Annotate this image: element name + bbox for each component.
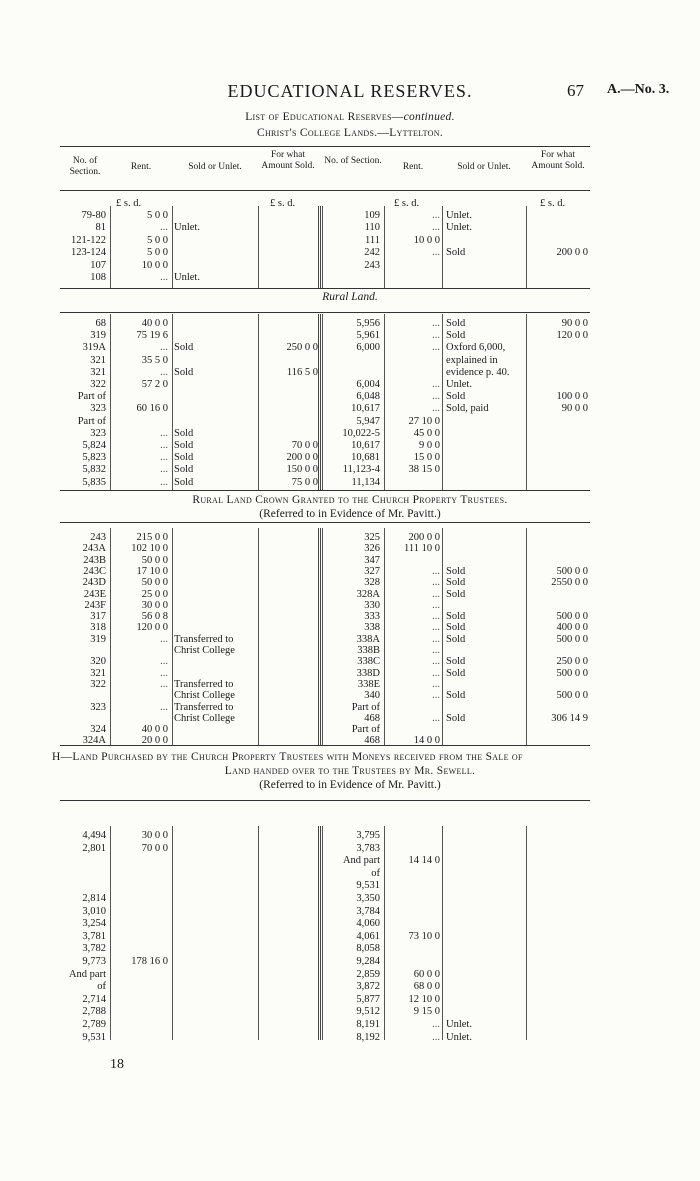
amount-value: 150 0 0 — [286, 464, 318, 476]
section-number: 81 — [95, 222, 106, 234]
section-number: 10,617 — [351, 440, 380, 451]
section-number: And part — [342, 855, 380, 867]
section-number: 243A — [82, 543, 106, 555]
section-number: 11,123-4 — [342, 464, 380, 476]
section-number: 4,061 — [356, 930, 380, 942]
rent-value: ... — [432, 667, 440, 679]
rent-value: ... — [432, 391, 440, 403]
section-number: Part of — [351, 701, 380, 713]
rent-value: 70 0 0 — [141, 842, 168, 854]
table-purchased-land — [60, 800, 590, 1043]
section-number: 10,681 — [351, 452, 380, 464]
section-number: 317 — [90, 611, 106, 623]
rent-value: 25 0 0 — [141, 588, 168, 600]
section-number: 243D — [82, 577, 106, 589]
rent-value: 200 0 0 — [408, 532, 440, 543]
section-number: 338C — [357, 656, 380, 668]
section-number: 338B — [357, 645, 380, 656]
section-number: 3,782 — [82, 943, 106, 955]
page-number: 67 — [567, 81, 584, 100]
status-text: evidence p. 40. — [446, 366, 510, 378]
section-number: 108 — [90, 272, 106, 283]
rent-value: ... — [160, 427, 168, 439]
rent-value: ... — [432, 247, 440, 259]
column-rule — [442, 314, 443, 490]
crown-granted-caption: Rural Land Crown Granted to the Church Property Trustees. — [192, 494, 508, 506]
amount-value: 116 5 0 — [286, 366, 318, 378]
section-number: 9,773 — [82, 956, 106, 967]
rent-value: ... — [160, 272, 168, 283]
col-header-rent: Rent. — [402, 162, 424, 172]
status-text: Sold — [446, 633, 466, 645]
status-text: Sold — [446, 690, 466, 702]
section-number: 3,872 — [356, 981, 380, 993]
rent-value: 10 0 0 — [141, 259, 168, 271]
section-number: 3,010 — [82, 905, 106, 917]
section-number: 321 — [90, 366, 106, 378]
amount-value: 400 0 0 — [556, 622, 588, 634]
purchased-caption-line2: Land handed over to the Trustees by Mr. Sewell. — [224, 765, 476, 777]
section-number: 242 — [364, 247, 380, 259]
rent-value: 30 0 0 — [141, 830, 168, 841]
section-number: 4,060 — [356, 918, 380, 930]
section-number: 347 — [364, 554, 380, 566]
amount-value: 250 0 0 — [556, 656, 588, 668]
section-number: 338 — [364, 622, 380, 634]
rent-value: 38 15 0 — [408, 464, 440, 476]
section-number: 328A — [356, 588, 380, 600]
column-rule — [172, 206, 173, 288]
amount-value: 200 0 0 — [286, 452, 318, 464]
section-number: 321 — [90, 354, 106, 366]
status-text: Sold — [174, 464, 194, 476]
column-rule — [318, 314, 321, 490]
status-text: Sold — [446, 622, 466, 634]
rent-value: 75 19 6 — [136, 330, 168, 342]
col-header-section: No. of Section. — [324, 156, 382, 166]
section-number: 468 — [364, 712, 380, 724]
section-number: 8,192 — [356, 1031, 380, 1043]
section-number: 319 — [90, 330, 106, 342]
status-text: Christ College — [174, 712, 235, 724]
section-number: Part of — [77, 415, 106, 427]
status-text: Sold — [174, 440, 194, 451]
col-header-amount: For what Amount Sold. — [261, 150, 315, 171]
rent-value: ... — [432, 690, 440, 702]
section-number: Part of — [351, 724, 380, 736]
section-number: 8,058 — [356, 943, 380, 955]
rent-value: 178 16 0 — [131, 956, 168, 967]
currency-units: £ s. d. — [116, 198, 142, 209]
section-number: 330 — [364, 599, 380, 611]
section-number: 68 — [95, 318, 106, 329]
rent-value: 111 10 0 — [404, 543, 440, 555]
rent-value: ... — [160, 366, 168, 378]
section-number: 2,859 — [356, 968, 380, 980]
status-text: Sold — [174, 427, 194, 439]
column-rule — [258, 826, 259, 1040]
section-number: 5,877 — [356, 993, 380, 1005]
status-text: Sold — [446, 712, 466, 724]
list-title — [0, 112, 700, 124]
table-crown-granted — [60, 522, 590, 745]
section-number: 323 — [90, 403, 106, 415]
rent-value: ... — [160, 452, 168, 464]
currency-units: £ s. d. — [394, 198, 420, 209]
amount-value: 75 0 0 — [291, 476, 318, 488]
col-header-sold-unlet: Sold or Unlet. — [188, 162, 242, 172]
section-number: 323 — [90, 427, 106, 439]
section-number: 5,832 — [82, 464, 106, 476]
status-text: Sold — [446, 330, 466, 342]
section-subtitle: Christ's College Lands.—Lyttelton. — [257, 127, 443, 139]
section-number: 340 — [364, 690, 380, 702]
section-number: 6,004 — [356, 379, 380, 390]
rent-value: ... — [432, 588, 440, 600]
section-number: 318 — [90, 622, 106, 634]
section-number: 325 — [364, 532, 380, 543]
rural-land-caption: Rural Land. — [322, 291, 378, 303]
section-number: 121-122 — [71, 234, 106, 246]
status-text: Sold, paid — [446, 403, 489, 415]
status-text: Sold — [446, 247, 466, 259]
status-text: Sold — [446, 667, 466, 679]
section-number: 2,801 — [82, 842, 106, 854]
section-number: 319A — [82, 342, 106, 354]
rent-value: 9 15 0 — [413, 1006, 440, 1018]
section-number: 338A — [356, 633, 380, 645]
status-text: Sold — [174, 366, 194, 378]
column-rule — [526, 826, 527, 1040]
rent-value: ... — [160, 342, 168, 354]
rent-value: 12 10 0 — [408, 993, 440, 1005]
status-text: Sold — [446, 577, 466, 589]
section-number: 243E — [83, 588, 106, 600]
amount-value: 500 0 0 — [556, 690, 588, 702]
column-rule — [110, 826, 111, 1040]
rent-value: ... — [432, 633, 440, 645]
table-rural-land — [60, 312, 590, 490]
section-number: 319 — [90, 633, 106, 645]
status-text: Christ College — [174, 690, 235, 702]
section-number: 8,191 — [356, 1019, 380, 1030]
section-number: 109 — [364, 210, 380, 221]
section-number: 3,783 — [356, 842, 380, 854]
rent-value: ... — [160, 222, 168, 234]
rent-value: ... — [160, 701, 168, 713]
section-number: 3,254 — [82, 918, 106, 930]
section-number: 3,795 — [356, 830, 380, 841]
section-number: 4,494 — [82, 830, 106, 841]
rent-value: ... — [432, 330, 440, 342]
section-number: 5,824 — [82, 440, 106, 451]
rent-value: ... — [432, 565, 440, 577]
status-text: Sold — [446, 565, 466, 577]
rent-value: 40 0 0 — [141, 724, 168, 736]
rent-value: 5 0 0 — [147, 247, 168, 259]
col-header-amount: For what Amount Sold. — [531, 150, 585, 171]
rent-value: 60 16 0 — [136, 403, 168, 415]
rent-value: ... — [160, 667, 168, 679]
section-number: 111 — [365, 234, 380, 246]
rent-value: 45 0 0 — [413, 427, 440, 439]
rent-value: ... — [432, 712, 440, 724]
rent-value: 14 0 0 — [413, 735, 440, 747]
section-number: 5,961 — [356, 330, 380, 342]
rent-value: 57 2 0 — [141, 379, 168, 390]
rent-value: ... — [432, 342, 440, 354]
amount-value: 120 0 0 — [556, 330, 588, 342]
rent-value: ... — [160, 440, 168, 451]
rent-value: ... — [160, 476, 168, 488]
column-rule — [172, 314, 173, 490]
section-number: 5,823 — [82, 452, 106, 464]
status-text: Sold — [446, 656, 466, 668]
section-number: 243C — [83, 565, 106, 577]
section-number: 9,531 — [356, 880, 380, 892]
amount-value: 250 0 0 — [286, 342, 318, 354]
status-text: Sold — [174, 452, 194, 464]
amount-value: 90 0 0 — [561, 318, 588, 329]
rent-value: ... — [432, 222, 440, 234]
rent-value: ... — [160, 633, 168, 645]
section-number: 333 — [364, 611, 380, 623]
section-number: 243F — [84, 599, 106, 611]
rent-value: ... — [432, 210, 440, 221]
amount-value: 70 0 0 — [291, 440, 318, 451]
section-number: 323 — [90, 701, 106, 713]
status-text: Unlet. — [174, 272, 200, 283]
rent-value: 9 0 0 — [419, 440, 440, 451]
section-number: 321 — [90, 667, 106, 679]
rent-value: ... — [432, 318, 440, 329]
section-number: of — [371, 867, 380, 879]
section-number: 5,956 — [356, 318, 380, 329]
rent-value: ... — [432, 403, 440, 415]
rent-value: 73 10 0 — [408, 930, 440, 942]
list-title-prefix: List of Educational Reserves— — [245, 111, 404, 123]
column-rule — [318, 826, 321, 1040]
rent-value: ... — [432, 656, 440, 668]
status-text: Sold — [446, 611, 466, 623]
amount-value: 2550 0 0 — [551, 577, 588, 589]
section-number: 107 — [90, 259, 106, 271]
section-number: 10,022-5 — [342, 427, 380, 439]
section-number: 9,284 — [356, 956, 380, 967]
currency-units: £ s. d. — [540, 198, 566, 209]
list-title-suffix: continued. — [403, 111, 455, 123]
page-title: EDUCATIONAL RESERVES. — [227, 81, 473, 101]
rent-value: 10 0 0 — [413, 234, 440, 246]
amount-value: 500 0 0 — [556, 611, 588, 623]
section-number: 2,714 — [82, 993, 106, 1005]
status-text: Christ College — [174, 645, 235, 656]
column-rule — [442, 826, 443, 1040]
section-number: 2,814 — [82, 893, 106, 904]
rent-value: ... — [432, 379, 440, 390]
status-text: Unlet. — [174, 222, 200, 234]
rent-value: 14 14 0 — [408, 855, 440, 867]
rent-value: 30 0 0 — [141, 599, 168, 611]
column-rule — [172, 826, 173, 1040]
section-number: 2,789 — [82, 1019, 106, 1030]
status-text: Transferred to — [174, 678, 234, 690]
section-number: Part of — [77, 391, 106, 403]
section-number: 5,947 — [356, 415, 380, 427]
rent-value: 40 0 0 — [141, 318, 168, 329]
rent-value: ... — [432, 1031, 440, 1043]
section-number: 322 — [90, 379, 106, 390]
section-number: 5,835 — [82, 476, 106, 488]
rent-value: 17 10 0 — [136, 565, 168, 577]
section-number: 324A — [82, 735, 106, 747]
rent-value: 5 0 0 — [147, 210, 168, 221]
amount-value: 500 0 0 — [556, 633, 588, 645]
section-number: And part — [68, 968, 106, 980]
rent-value: ... — [432, 1019, 440, 1030]
column-rule — [172, 528, 173, 745]
section-number: 3,781 — [82, 930, 106, 942]
status-text: Unlet. — [446, 1019, 472, 1030]
rent-value: ... — [160, 656, 168, 668]
amount-value: 500 0 0 — [556, 667, 588, 679]
col-header-sold-unlet: Sold or Unlet. — [457, 162, 511, 172]
section-number: 2,788 — [82, 1006, 106, 1018]
rent-value: ... — [432, 611, 440, 623]
rent-value: 120 0 0 — [136, 622, 168, 634]
col-header-section: No. of Section. — [69, 156, 101, 177]
section-number: 9,531 — [82, 1031, 106, 1043]
section-number: 322 — [90, 678, 106, 690]
rent-value: ... — [432, 577, 440, 589]
section-number: 123-124 — [71, 247, 106, 259]
purchased-caption — [52, 752, 523, 764]
rent-value: 215 0 0 — [136, 532, 168, 543]
column-rule — [318, 206, 321, 288]
sheet-number: 18 — [110, 1057, 124, 1072]
section-number: 3,784 — [356, 905, 380, 917]
rent-value: 68 0 0 — [413, 981, 440, 993]
crown-granted-reference: (Referred to in Evidence of Mr. Pavitt.) — [259, 508, 441, 520]
col-header-rent: Rent. — [130, 162, 152, 172]
amount-value: 306 14 9 — [551, 712, 588, 724]
rent-value: 50 0 0 — [141, 554, 168, 566]
section-number: 243 — [90, 532, 106, 543]
amount-value: 500 0 0 — [556, 565, 588, 577]
status-text: Unlet. — [446, 379, 472, 390]
section-number: 326 — [364, 543, 380, 555]
column-rule — [442, 206, 443, 288]
rent-value: 35 5 0 — [141, 354, 168, 366]
table-town-sections — [60, 146, 590, 288]
section-number: 6,000 — [356, 342, 380, 354]
section-number: 3,350 — [356, 893, 380, 904]
rent-value: 27 10 0 — [408, 415, 440, 427]
section-number: 327 — [364, 565, 380, 577]
section-number: 320 — [90, 656, 106, 668]
amount-value: 100 0 0 — [556, 391, 588, 403]
section-number: 243B — [83, 554, 106, 566]
section-number: 338D — [356, 667, 380, 679]
purchased-reference: (Referred to in Evidence of Mr. Pavitt.) — [259, 779, 441, 791]
section-number: 468 — [364, 735, 380, 747]
rent-value: 56 0 8 — [141, 611, 168, 623]
status-text: Sold — [446, 391, 466, 403]
rent-value: 50 0 0 — [141, 577, 168, 589]
section-number: of — [97, 981, 106, 993]
status-text: Oxford 6,000, — [446, 342, 506, 354]
status-text: Sold — [446, 318, 466, 329]
section-number: 9,512 — [356, 1006, 380, 1018]
status-text: Transferred to — [174, 701, 234, 713]
section-number: 338E — [357, 678, 380, 690]
rent-value: 102 10 0 — [131, 543, 168, 555]
status-text: Sold — [446, 588, 466, 600]
column-rule — [442, 528, 443, 745]
rent-value: ... — [432, 622, 440, 634]
status-text: Sold — [174, 476, 194, 488]
currency-units: £ s. d. — [270, 198, 296, 209]
rent-value: ... — [432, 599, 440, 611]
section-number: 328 — [364, 577, 380, 589]
rent-value: 5 0 0 — [147, 234, 168, 246]
section-number: 324 — [90, 724, 106, 736]
status-text: Unlet. — [446, 222, 472, 234]
rent-value: ... — [160, 678, 168, 690]
status-text: Unlet. — [446, 1031, 472, 1043]
section-number: 243 — [364, 259, 380, 271]
section-number: 79-80 — [81, 210, 106, 221]
section-number: 11,134 — [351, 476, 380, 488]
column-rule — [318, 528, 321, 745]
status-text: explained in — [446, 354, 498, 366]
section-number: 6,048 — [356, 391, 380, 403]
rent-value: 60 0 0 — [413, 968, 440, 980]
rent-value: ... — [160, 464, 168, 476]
status-text: Unlet. — [446, 210, 472, 221]
status-text: Sold — [174, 342, 194, 354]
amount-value: 200 0 0 — [556, 247, 588, 259]
document-reference: A.—No. 3. — [607, 82, 670, 97]
section-number: 110 — [364, 222, 380, 234]
rent-value: 15 0 0 — [413, 452, 440, 464]
purchased-caption-line1: H—Land Purchased by the Church Property Trustees with Moneys received from the Sale of — [52, 751, 523, 763]
rent-value: 20 0 0 — [141, 735, 168, 747]
section-number: 10,617 — [351, 403, 380, 415]
amount-value: 90 0 0 — [561, 403, 588, 415]
rent-value: ... — [432, 678, 440, 690]
status-text: Transferred to — [174, 633, 234, 645]
rent-value: ... — [432, 645, 440, 656]
